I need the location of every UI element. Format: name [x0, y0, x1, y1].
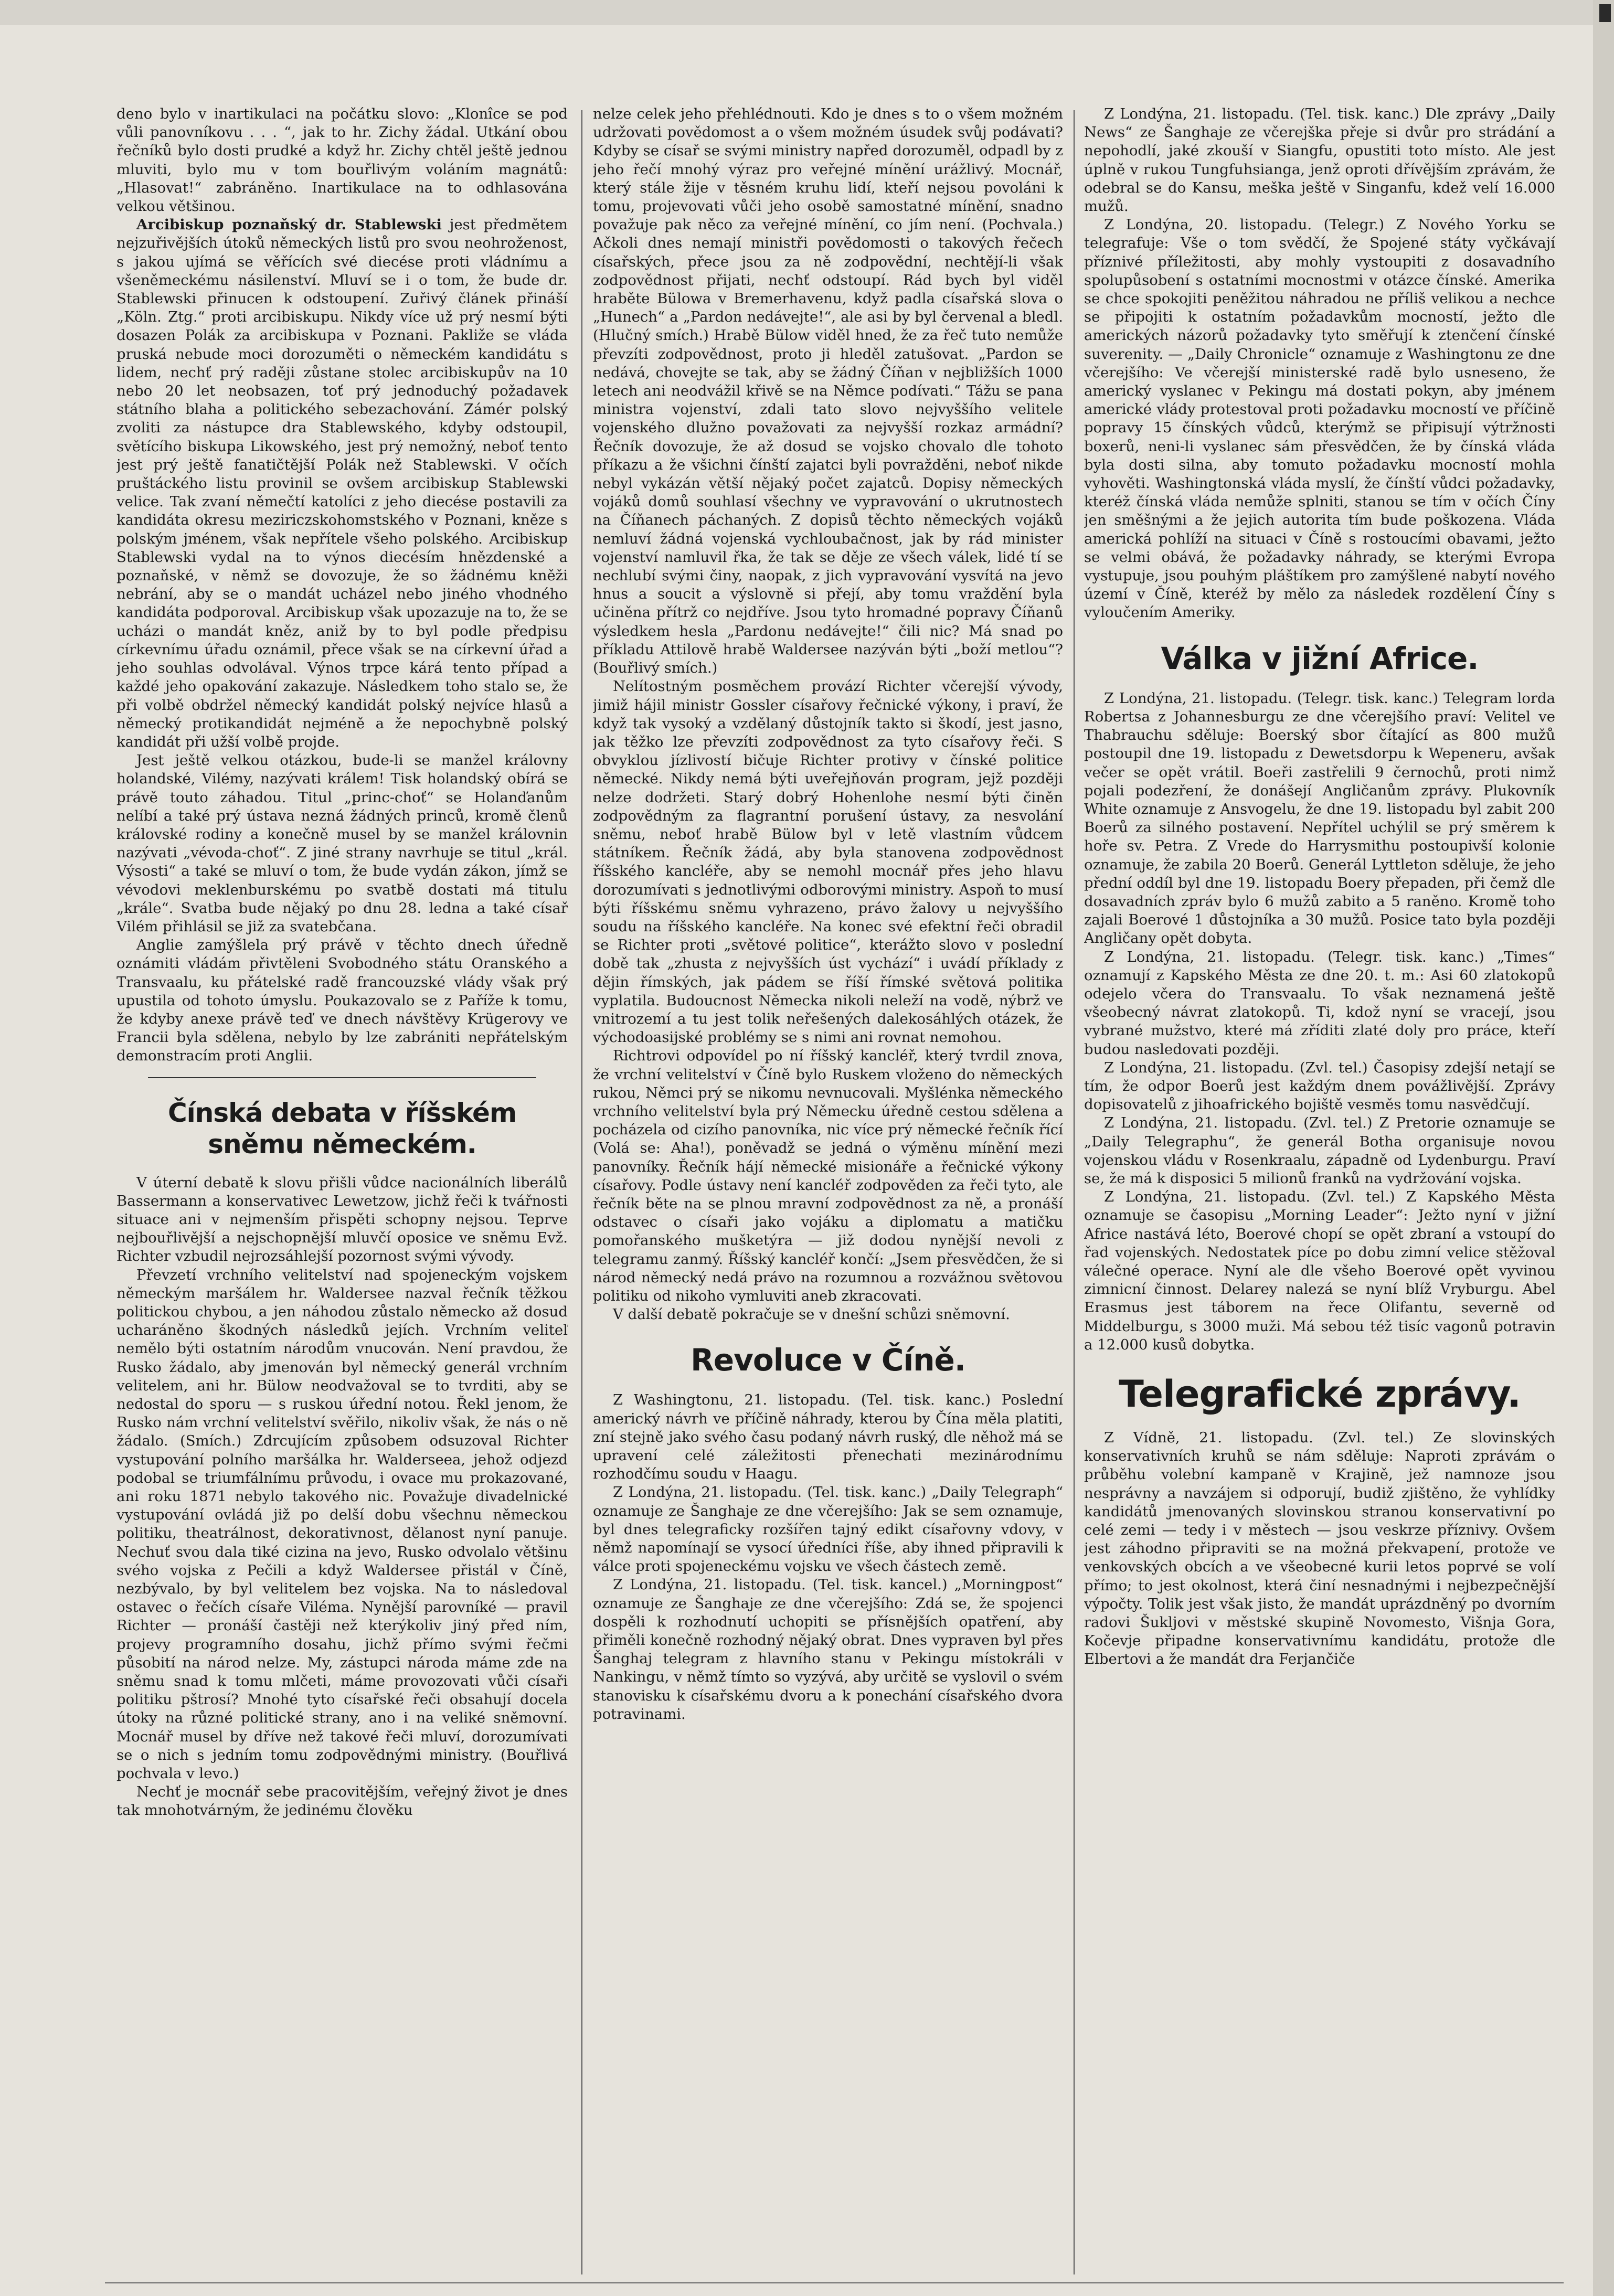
section-heading: Válka v jižní Africe. [1161, 640, 1479, 676]
paragraph: Převzetí vrchního velitelství nad spojeneckým vojskem německým maršálem hr. Waldersee nazval řečník těžkou politickou chybou, a jen náhodou zůstalo německo až dosud ucharáněno škodných následků jejích. Vrchním veliteľ nemělo býti ostatním národům vnucován. Není pravdou, že Rusko žádalo, aby jmenován byl německý generál vrchním velitelem, ani hr. Bülow neodvažoval se to tvrditi, aby se nedostal do sporu — s ruskou úřední notou. Řekl jenom, že Rusko nám vrchní velitelství svěřilo, nikoliv však, že nás o ně žádalo. (Smích.) Zdrcujícím způsobem odsuzoval Richter vystupování polního maršálka hr. Walderseea, jehož odjezd podobal se triumfálnímu průvodu, i ovace mu prokazované, ani roku 1871 nebylo takového nic. Považuje divadelnické vystupování ovládá již po delší dobu všechnu německou politiku, theatrálnost, dekorativnost, dělanost nyní panuje. Nechuť svou dala tiké cizina na jevo, Rusko odvolalo většinu svého vojska z Pečili a když Waldersee přistál v Číně, nezbývalo, by byl velitelem bez vojska. Na to následoval ostavec o řečích císaře Viléma. Nynější parovníké — pravil Richter — pronáší častěji než kterýkoliv jiný před ním, projevy programního dosahu, jichž přímo svými řečmi působití na národ nelze. My, zástupci národa máme zde na sněmu snad k tomu mlčeti, máme provozovati vůči císaři politiku pštrosí? Mnohé tyto císařské řeči obsahují docela útoky na různé politické strany, ano i na veliké sněmovní. Mocnář musel by dříve než takové řeči mluví, dorozumívati se o nich s jedním tomu zodpovědnými ministry. (Bouřlivá pochvala v levo.) [116, 1266, 568, 1782]
paragraph: Nelítostným posměchem provází Richter včerejší vývody, jimiž hájil ministr Gossler císařovy řečnické výkony, i praví, že když tak vysoký a vzdělaný důstojník takto si škodí, jest jasno, jak těžko lze převzíti zodpovědnost za tyto císařovy řeči. S obvyklou jízlivostí bičuje Richter protivy v čínské politice německé. Nikdy nemá býti uveřejňován program, jejž později nelze dodržeti. Starý dobrý Hohenlohe nesmí býti činěn zodpovědným za flagrantní porušení ústavy, za nesvolání sněmu, neboť hrabě Bülow byl v letě vlastním vůdcem státníkem. Řečník žádá, aby byla stanovena zodpovědnost říšského kancléře, aby se nemohl mocnář přes jeho hlavu dorozumívati s jednotlivými odborovými ministry. Aspoň to musí býti říšskému sněmu vyhrazeno, právo žalovy u nejvyššího soudu na říšského kancléře. Na konec své efektní řeči obradil se Richter proti „světové politice“, kterážto slovo v poslední době tak „zhusta z nejvyšších úst vychází“ i uvádí příklady z dějin římských, jak pádem se říší římské světová politika vyplatila. Budoucnost Německa nikoli neleží na vodě, nýbrž ve vnitrozemí a tu jest tolik neřešených dalekosáhlých otázek, že východoasijské problémy se s nimi ani rovnat nemohou. [593, 678, 1063, 1046]
paragraph: Z Londýna, 21. listopadu. (Tel. tisk. kancel.) „Morningpost“ oznamuje ze Šanghaje ze dne včerejšího: Zdá se, že spojenci dospěli k rozhodnutí uchopiti se přísnějších opatření, aby přiměli konečně rozhodný nějaký obrat. Dnes vypraven byl přes Šanghaj telegram z hlavního stanu v Pekingu místokráli v Nankingu, v němž tímto so vyzývá, aby určitě se vyslovil o svém stanovisku k císařskému dvoru a k ponechání císařského dvora potravinami. [593, 1576, 1063, 1723]
column-divider [1074, 110, 1075, 2274]
paragraph: Z Londýna, 21. listopadu. (Telegr. tisk. kanc.) „Times“ oznamují z Kapského Města ze dne 20. t. m.: Asi 60 zlatokopů odejelo včera do Transvaalu. To však neznamená ještě všeobecný návrat zlatokopů. Ti, kdož nyní se vracejí, jsou vybrané mužstvo, které má zříditi zlaté doly pro práce, kteří budou nasledovati později. [1084, 948, 1555, 1058]
paragraph: Z Londýna, 21. listopadu. (Tel. tisk. kanc.) Dle zprávy „Daily News“ ze Šanghaje ze včerejška přeje si dvůr pro strádání a nepohodlí, jaké zkouší v Siangfu, opustiti toto místo. Ale jest úplně v rukou Tungfuhsianga, jenž oproti dřívějším zprávám, že odebral se do Kansu, meška ještě v Singanfu, kdež velí 16.000 mužů. [1084, 105, 1555, 215]
lead-phrase: Arcibiskup poznaňský dr. Stablewski [136, 216, 442, 233]
scan-marker [1599, 4, 1611, 22]
paragraph: Z Londýna, 20. listopadu. (Telegr.) Z Nového Yorku se telegrafuje: Vše o tom svědčí, že Spojené státy vyčkávají příznivé příležitosti, aby mohly vystoupiti z dosavadního spolupůsobení s ostatními mocnostmi v otázce čínské. Amerika se chce spokojiti peněžitou náhradou ne příliš velikou a nechce se připojiti k ostatním požadavkům mocností, ježto dle amerických názorů požadavky tyto směřují k ztenčení čínské suverenity. — „Daily Chronicle“ oznamuje z Washingtonu ze dne včerejšího: Ve včerejší ministerské radě bylo usneseno, že americký vyslanec v Pekingu má dostati pokyn, aby jménem americké vlády protestoval proti požadavku mocností ve příčině popravy 15 čínských vůdců, kterýmž se připisují výtržnosti boxerů, neni-li vyslanec sám přesvědčen, že by čínská vláda byla dosti silna, aby tomuto požadavku mocností mohla vyhověti. Washingtonská vláda myslí, že čínští vůdci požadavky, kteréž čínská vláda nemůže splniti, stanou se tím v očích Číny jen směšnými a že jejich autorita tím bude poškozena. Vláda americká pohlíží na situaci v Číně s rostoucími obavami, ježto se velmi obává, že požadavky náhrady, se kterými Evropa vystupuje, jsou pouhým pláštíkem pro zamýšlené nabytí nového území v Číně, kteréž by mělo za následek rozdělení Číny s vyloučením Ameriky. [1084, 216, 1555, 621]
section-heading: Telegrafické zprávy. [1119, 1373, 1521, 1416]
paragraph: nelze celek jeho přehlédnouti. Kdo je dnes s to o všem možném udržovati povědomost a o všem možném úsudek svůj podávati? Kdyby se císař se svými ministry napřed dorozuměl, odpadl by z jeho řečí mnohý výraz pro veřejné mínění urážlivý. Mocnář, který stále žije v těsném kruhu lidí, kteří nejsou povoláni k tomu, projevovati vůči jeho osobě samostatné mínění, snadno považuje pak něco za veřejné mínění, co jím není. (Pochvala.) Ačkoli dnes nemají ministři povědomosti o takových řečech císařských, přece jsou za ně zodpovědní, nechtějí-li však zodpovědnost přijati, nechť odstoupí. Rád bych byl viděl hraběte Bülowa v Bremerhavenu, když padla císařská slova o „Hunech“ a „Pardon nedávejte!“, ale asi by byl červenal a bledl. (Hlučný smích.) Hrabě Bülow viděl hned, že za řeč tuto nemůže převzíti zodpovědnost, proto ji hleděl zatušovat. „Pardon se nedává, chovejte se tak, aby se žádný Číňan v nejbližších 1000 letech ani neodvážil křivě se na Němce podívati.“ Tážu se pana ministra vojenství, zdali tato slovo nejvyššího velitele vojenského dlužno považovati za nejvyšší rozkaz armádní? Řečník dovozuje, že až dosud se vojsko chovalo dle tohoto příkazu a že všichni čínští zajatci byli povražděni, neboť nikde nebyl vykázán větší nějaký počet zajatců. Dopisy německých vojáků domů souhlasí všechny ve vypravování o ukrutnostech na Číňanech páchaných. Z dopisů těchto německých vojáků nemluví žádná vojenská vychloubačnost, jak by rád minister vojenství namluvil řka, že tak se děje ze všech válek, lidé tí se nechlubí svými činy, naopak, z jich vypravování vysvítá na jevo hnus a soucit a výslovně si přejí, aby tomu vraždění byla učiněna přítrž co nejdříve. Jsou tyto hromadné popravy Číňanů výsledkem hesla „Pardonu nedávejte!“ čili nic? Má snad po příkladu Attilově hrabě Waldersee nazýván býti „boží metlou“? (Bouřlivý smích.) [593, 105, 1063, 677]
paragraph: V další debatě pokračuje se v dnešní schůzi sněmovní. [613, 1306, 1010, 1323]
column-right [1084, 105, 1555, 2277]
bottom-rule [105, 2282, 1564, 2283]
column-middle [593, 105, 1063, 2277]
section-divider [148, 1077, 536, 1078]
column-divider [581, 110, 582, 2274]
page-top-edge [0, 0, 1614, 25]
paragraph: deno bylo v inartikulaci na počátku slovo: „Klonîce se pod vůli panovníkovu . . . “, jak to hr. Zichy žádal. Utkání obou řečníků bylo dosti prudké a když hr. Zichy chtěl ještě jednou mluviti, bylo mu v tom bouřlivým voláním magnátů: „Hlasovat!“ zabráněno. Inartikulace na to odhlasována velkou většinou. [116, 105, 568, 215]
column-left [116, 105, 568, 2277]
paragraph: Anglie zamýšlela prý právě v těchto dnech úředně oznámiti vládám přivtěleni Svobodného státu Oranského a Transvaalu, ku přátelské radě francouzské vlády však prý upustila od tohoto úmyslu. Poukazovalo se z Paříže k tomu, že kdyby anexe právě teď ve dnech návštěvy Krügerovy ve Francii byla sdělena, nebylo by lze zabrániti nepřátelským demonstracím proti Anglii. [116, 937, 568, 1065]
section-heading: Čínská debata v říšském sněmu německém. [167, 1097, 517, 1160]
paragraph: Jest ještě velkou otázkou, bude-li se manžel královny holandské, Vilémy, nazývati králem! Tisk holandský obírá se právě touto záhadou. Titul „princ-choť“ se Holanďanům nelíbí a také prý ústava nezná žádných princů, kromě členů královské rodiny a konečně musel by se manžel královnin nazývati „vévoda-choť“. Z jiné strany navrhuje se titul „král. Výsosti“ a také se mluví o tom, že bude vydán zákon, jímž se vévodovi meklenburskému po svatbě dostati má titulu „krále“. Svatba bude nějaký po dnu 28. ledna a také císař Vilém přihlásil se již za svatebčana. [116, 752, 568, 935]
paragraph: Richtrovi odpovídel po ní říšský kancléř, který tvrdil znova, že vrchní velitelství v Číně bylo Ruskem vloženo do německých rukou, Němci prý se nikomu nevnucovali. Myšlénka německého vrchního velitelství byla prý Německu úředně cestou sdělena a pocházela od cizího panovníka, nic více prý německé řečník řící (Volá se: Aha!), poněvadž se jedná o výměnu mínění mezi panovníky. Řečník hájí německé misionáře a řečnické výkony císařovy. Podle ústavy není kancléř zodpověden za řeči tyto, ale řečník běte na se plnou mravní zodpovědnost za ně, a pronáší odstavec o císaři jako vojáku a diplomatu a matičku pomořanského mušketýra — již dodou nynější nevoli z telegramu zanmý. Říšský kancléř končí: „Jsem přesvědčen, že si národ německý nedá právo na rozumnou a rozvážnou světovou politiku od nikoho vymluviti aneb zkracovati. [593, 1047, 1063, 1304]
paragraph: Z Londýna, 21. listopadu. (Tel. tisk. kanc.) „Daily Telegraph“ oznamuje ze Šanghaje ze dne včerejšího: Jak se sem oznamuje, byl dnes telegraficky rozšířen tajný edikt císařovny vdovy, v němž napomínají se vysocí úředníci říše, aby ihned připravili k válce proti spojeneckému vojsku ve všech částech země. [593, 1484, 1063, 1575]
paragraph: Z Washingtonu, 21. listopadu. (Tel. tisk. kanc.) Poslední americký návrh ve příčině náhrady, kterou by Čína měla platiti, zní stejně jako svého času podaný návrh ruský, dle něhož má se upravení celé záležitosti přenechati mezinárodnímu rozhodčímu soudu v Haagu. [593, 1391, 1063, 1483]
paragraph-text: jest předmětem nejzuřivějších útoků německých listů pro svou neohroženost, s jakou ujímá se věřících své diecése proti vládnímu a všeněmeckému násilenství. Mluví se i o tom, že bude dr. Stablewski přinucen k odstoupení. Zuřivý článek přináší „Köln. Ztg.“ proti arcibiskupu. Nikdy více už prý nesmí býti dosazen Polák za arcibiskupa v Poznani. Pakliže se vláda pruská nebude moci dorozuměti o německém kandidátu s lidem, nechť prý raději zůstane stolec arcibiskupův na 10 nebo 20 let neobsazen, toť prý jednoduchý požadavek státního blaha a politického sebezachování. Zámér polský zvoliti za nástupce dra Stablewského, kdyby odstoupil, světícího biskupa Likowského, jest prý nemožný, neboť tento jest prý ještě fanatičtější Polák než Stablewski. V očích pruštáckého listu provinil se ovšem arcibiskup Stablewski velice. Tak zvaní němečtí katolíci z jeho diecése postavili za kandidáta okresu meziriczskohomstského v Poznani, kněze s polským jménem, však nepřítele všeho polského. Arcibiskup Stablewski vydal na to výnos diecésím hnězdenské a poznaňské, v němž se dovozuje, že so žádnému kněži nebrání, aby se o mandát ucházel nebo jiného vhodného kandidáta podporoval. Arcibiskup však upozazuje na to, že se ucházi o mandát kněz, aniž by to byl podle předpisu církevnímu úřadu oznámil, přece však se na církevní úřad a jeho souhlas odvolával. Výnos trpce kárá tento případ a každé jeho opakování zakazuje. Následkem toho stalo se, že při volbě obdržel německý kandidát polský nejvíce hlasů a německý protikandidát nejméně a že nepochybně polský kandidát při užší volbě projde. [116, 216, 568, 750]
paragraph: Z Londýna, 21. listopadu. (Zvl. tel.) Časopisy zdejší netají se tím, že odpor Boerů jest každým dnem povážlivější. Zprávy dopisovatelů z jihoafrického bojiště vesměs tomu nasvědčují. [1084, 1059, 1555, 1113]
paragraph: V úterní debatě k slovu přišli vůdce nacionálních liberálů Bassermann a konservativec Lewetzow, jichž řeči k tvářnosti situace ani v nejmenším přispěti schopny nejsou. Teprve nejbouřlivější a nejschopnější mluvčí oposice ve sněmu Evž. Richter vzbudil nejrozsáhlejší pozornost svými vývody. [116, 1174, 568, 1265]
paragraph: Z Londýna, 21. listopadu. (Zvl. tel.) Z Pretorie oznamuje se „Daily Telegraphu“, že generál Botha organisuje novou vojenskou vládu v Rosenkraalu, západně od Lydenburgu. Praví se, že má k disposici 5 milionů franků na vydržování vojska. [1084, 1114, 1555, 1187]
paragraph: Z Londýna, 21. listopadu. (Telegr. tisk. kanc.) Telegram lorda Robertsa z Johannesburgu ze dne včerejšího praví: Velitel ve Thabrauchu sděluje: Boerský sbor čítající as 800 mužů postoupil dne 19. listopadu z Dewetsdorpu k Wepeneru, avšak večer se opět vrátil. Boeři zastřelili 9 černochů, proti nimž pojali podezření, že donášejí Angličanům zprávy. Plukovník White oznamuje z Ansvogelu, že dne 19. listopadu byl zabit 200 Boerů za silného postavení. Nepřítel uchýlil se prý směrem k hoře sv. Petra. Z Vrede do Harrysmithu postoupivší kolonie oznamuje, že zabila 20 Boerů. Generál Lyttleton sděluje, že jeho přední oddíl byl dne 19. listopadu Boery přepaden, při čemž dle dosavadních zpráv bylo 6 mužů zabito a 5 raněno. Kromě toho zajali Boerové 1 důstojníka a 30 mužů. Posice tato byla později Angličany opět dobyta. [1084, 689, 1555, 947]
page-right-edge [1593, 0, 1614, 2296]
paragraph: Nechť je mocnář sebe pracovitějším, veřejný život je dnes tak mnohotvárným, že jedinému člověku [116, 1783, 568, 1819]
paragraph: Z Londýna, 21. listopadu. (Zvl. tel.) Z Kapského Města oznamuje se časopisu „Morning Leader“: Ježto nyní v jižní Africe nastává léto, Boerové chopí se opět zbraní a vstoupí do řad vojenských. Nedostatek píce po dobu zimní velice stěžoval válečné operace. Nyní ale dle všeho Boerové opět vyvinou zimnicní činnost. Delarey nalezá se nyní blíž Vryburgu. Abel Erasmus jest táborem na řece Olifantu, severně od Middelburgu, s 3000 muži. Má sebou též tisíc vagonů potravin a 12.000 kusů dobytka. [1084, 1188, 1555, 1353]
section-heading: Revoluce v Číně. [691, 1342, 965, 1378]
paragraph [116, 216, 568, 751]
paragraph: Z Vídně, 21. listopadu. (Zvl. tel.) Ze slovinských konservativních kruhů se nám sděluje: Naproti zprávám o průběhu volební kampaně v Krajině, jež namnoze jsou nesprávny a navzájem si odporují, budiž zjištěno, že vyhlídky kandidátů jmenovaných slovinskou stranou konservativní po celé zemi — tedy i v městech — jsou veskrze příznivy. Ovšem jest záhodno připraviti se na možná překvapení, protože ve venkovských obcích a ve všeobecné kurii letos poprvé se volí přímo; to jest okolnost, která činí nesnadnými i nejbezpečnější výpočty. Tolik jest však jisto, že mandát uprázdněný po dvorním radovi Šukljovi v městské skupině Novomesto, Višnja Gora, Kočevje připadne konservativnímu kandidátu, protože dle Elbertovi a že mandát dra Ferjančiče [1084, 1429, 1555, 1668]
